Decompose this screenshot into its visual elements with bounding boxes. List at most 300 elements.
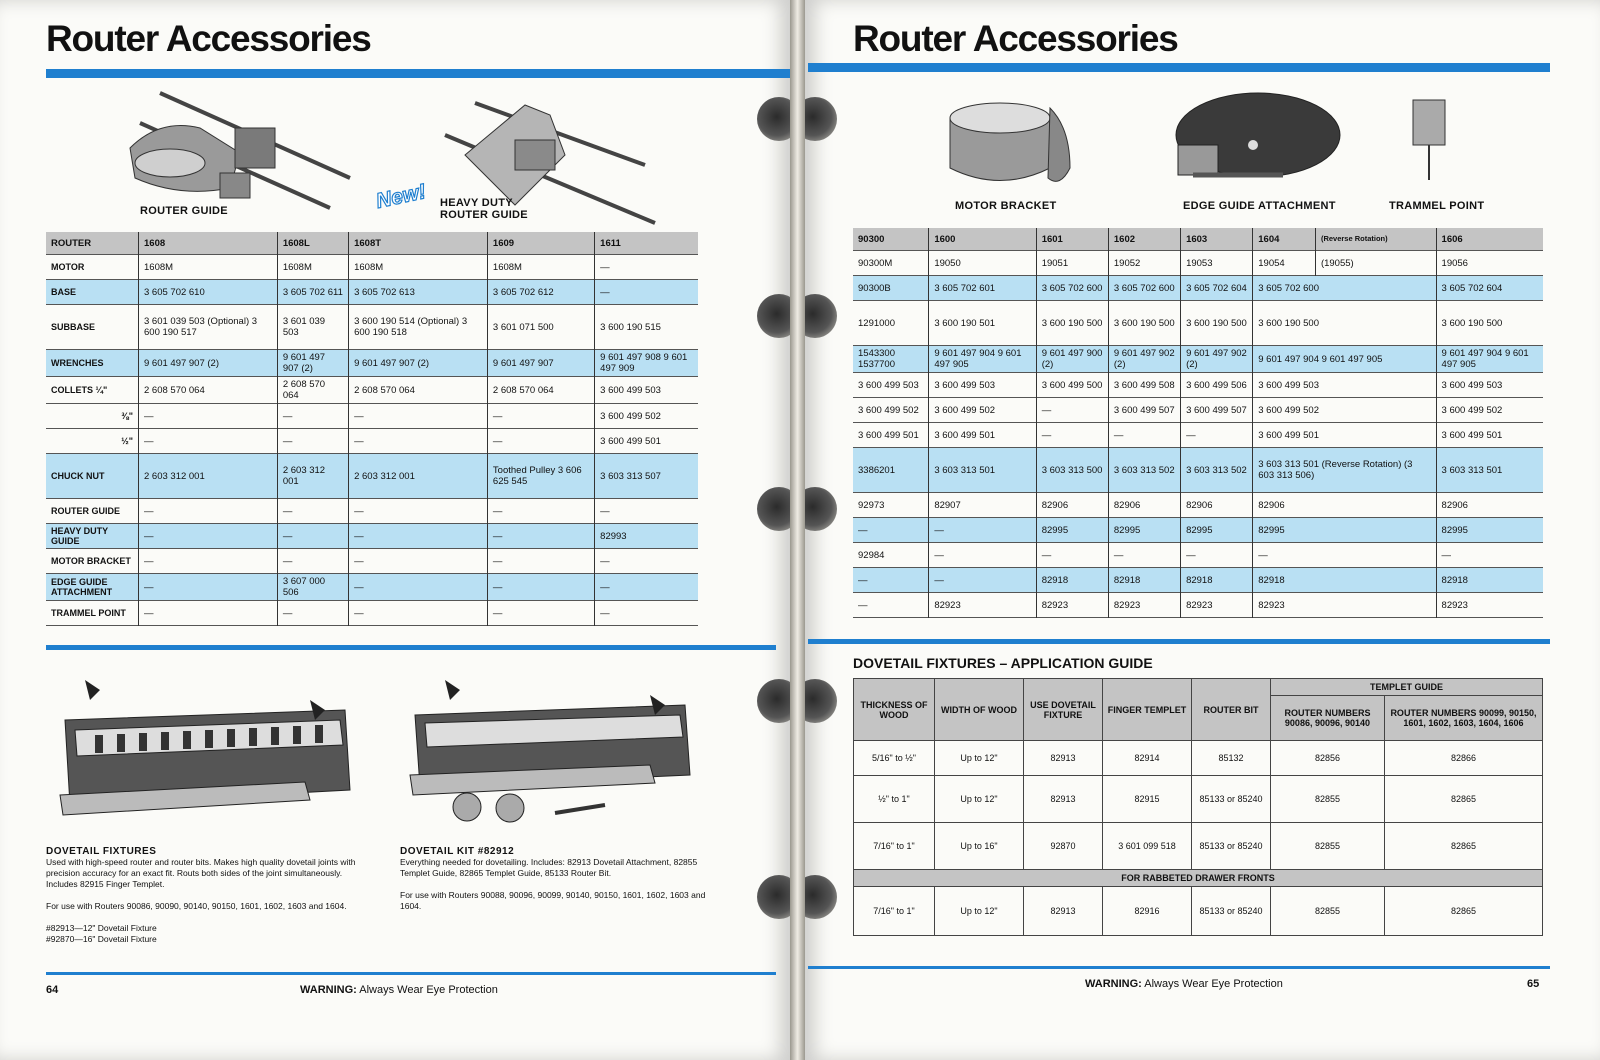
guide-cell: 5/16" to ½" bbox=[854, 741, 935, 776]
row-label: COLLETS ¼" bbox=[46, 377, 139, 404]
row-label: CHUCK NUT bbox=[46, 454, 139, 499]
table-row bbox=[853, 423, 1543, 448]
table-cell: 3 600 499 501 bbox=[1253, 423, 1436, 448]
dovetail-fixtures-note bbox=[46, 846, 356, 945]
table-cell: 82906 bbox=[1253, 493, 1436, 518]
table-cell: — bbox=[929, 543, 1036, 568]
table-header-row bbox=[853, 228, 1543, 251]
column-header: (Reverse Rotation) bbox=[1315, 228, 1436, 251]
table-cell: — bbox=[1441, 549, 1452, 561]
footer-rule-right bbox=[808, 966, 1550, 969]
table-cell: 82995 bbox=[1181, 518, 1253, 543]
table-cell: — bbox=[139, 499, 278, 524]
table-cell: 3 600 499 502 bbox=[1441, 404, 1503, 416]
guide-cell: Up to 12" bbox=[935, 776, 1024, 823]
table-cell: — bbox=[487, 601, 594, 626]
table-row bbox=[853, 346, 1543, 373]
table-cell: 3 607 000 506 bbox=[277, 574, 348, 601]
motor-bracket-caption: MOTOR BRACKET bbox=[955, 200, 1057, 212]
table-cell: 3 603 313 502 bbox=[1108, 448, 1180, 493]
table-cell: — bbox=[487, 404, 594, 429]
table-cell: 82918 bbox=[1181, 568, 1253, 593]
table-row bbox=[46, 404, 698, 429]
table-row bbox=[46, 280, 698, 305]
table-cell: — bbox=[600, 555, 610, 567]
column-header: 1604 bbox=[1253, 228, 1316, 251]
table-cell: — bbox=[853, 568, 929, 593]
warning-label-left: WARNING: bbox=[300, 984, 357, 996]
table-cell: 82995 bbox=[1253, 518, 1436, 543]
row-label: ½" bbox=[46, 429, 139, 454]
guide-row bbox=[854, 776, 1543, 823]
table-cell: 92984 bbox=[853, 543, 929, 568]
guide-cell: 85132 bbox=[1192, 741, 1271, 776]
column-header: 1608 bbox=[139, 232, 278, 255]
dovetail-kit-illustration bbox=[405, 675, 705, 835]
table-cell: — bbox=[277, 499, 348, 524]
table-cell: — bbox=[487, 429, 594, 454]
table-cell: 82995 bbox=[1108, 518, 1180, 543]
column-header: 1601 bbox=[1036, 228, 1108, 251]
table-cell: 3 605 702 600 bbox=[1036, 276, 1108, 301]
dovetail-kit-heading: DOVETAIL KIT #82912 bbox=[400, 846, 515, 857]
guide-cell: 82913 bbox=[1024, 887, 1103, 936]
table-cell: 3 600 499 501 bbox=[929, 423, 1036, 448]
column-header: 1600 bbox=[929, 228, 1036, 251]
guide-row bbox=[854, 887, 1543, 936]
column-header: ROUTER bbox=[46, 232, 139, 255]
table-cell: — bbox=[1036, 398, 1108, 423]
table-cell: 3 600 190 501 bbox=[929, 301, 1036, 346]
table-row bbox=[46, 255, 698, 280]
guide-cell: 7/16" to 1" bbox=[854, 823, 935, 870]
table-row bbox=[46, 574, 698, 601]
guide-cell: 85133 or 85240 bbox=[1192, 776, 1271, 823]
table-cell: — bbox=[1108, 423, 1180, 448]
table-cell: 82993 bbox=[595, 524, 698, 549]
table-cell: — bbox=[349, 574, 488, 601]
table-cell: 82923 bbox=[929, 593, 1036, 618]
table-cell: 2 608 570 064 bbox=[139, 377, 278, 404]
table-cell: — bbox=[277, 429, 348, 454]
row-label: HEAVY DUTY GUIDE bbox=[46, 524, 139, 549]
table-cell: 1608M bbox=[139, 255, 278, 280]
dovetail-guide-heading: DOVETAIL FIXTURES – APPLICATION GUIDE bbox=[853, 655, 1153, 671]
table-cell: 19056 bbox=[1441, 257, 1468, 269]
section-rule bbox=[46, 645, 776, 650]
table-row bbox=[853, 373, 1543, 398]
table-cell: 3 600 190 500 bbox=[1036, 301, 1108, 346]
table-cell: 82906 bbox=[1181, 493, 1253, 518]
table-cell: 19052 bbox=[1108, 251, 1180, 276]
table-cell: — bbox=[929, 518, 1036, 543]
guide-cell: 82866 bbox=[1384, 741, 1542, 776]
table-cell: 2 603 312 001 bbox=[139, 454, 278, 499]
table-cell: 82907 bbox=[929, 493, 1036, 518]
table-cell: 2 603 312 001 bbox=[349, 454, 488, 499]
column-header: 90300 bbox=[853, 228, 929, 251]
rabbet-label-row bbox=[854, 870, 1543, 887]
row-label: TRAMMEL POINT bbox=[46, 601, 139, 626]
row-label: MOTOR bbox=[46, 255, 139, 280]
dovetail-kit-note bbox=[400, 846, 720, 912]
table-cell: 82923 bbox=[1036, 593, 1108, 618]
guide-cell: 85133 or 85240 bbox=[1192, 887, 1271, 936]
table-cell: 3 603 313 507 bbox=[595, 454, 698, 499]
table-cell: 3 600 499 508 bbox=[1108, 373, 1180, 398]
guide-cell: 82855 bbox=[1271, 776, 1385, 823]
table-cell: 82918 bbox=[1436, 568, 1543, 593]
table-cell: 3 600 499 507 bbox=[1181, 398, 1253, 423]
guide-cell: Up to 16" bbox=[935, 823, 1024, 870]
table-cell: 3 600 499 500 bbox=[1036, 373, 1108, 398]
table-cell: 82995 bbox=[1036, 518, 1108, 543]
col-templet: TEMPLET GUIDE bbox=[1271, 679, 1543, 696]
table-cell: 82923 bbox=[1253, 593, 1436, 618]
table-cell: 82918 bbox=[1036, 568, 1108, 593]
binding-gutter bbox=[790, 0, 805, 1060]
table-cell: — bbox=[139, 601, 278, 626]
table-cell: — bbox=[349, 499, 488, 524]
row-label: BASE bbox=[46, 280, 139, 305]
trammel-point-caption: TRAMMEL POINT bbox=[1389, 200, 1485, 212]
table-cell: — bbox=[349, 601, 488, 626]
dovetail-kit-desc: Everything needed for dovetailing. Includes: 82913 Dovetail Attachment, 82855 Templet Guide, 82865 Templet Guide, 85133 Router Bit. bbox=[400, 857, 698, 878]
table-cell: 3 603 313 500 bbox=[1036, 448, 1108, 493]
table-cell: 90300B bbox=[853, 276, 929, 301]
table-row bbox=[46, 549, 698, 574]
rabbet-label: FOR RABBETED DRAWER FRONTS bbox=[854, 870, 1543, 887]
binder-hole bbox=[757, 97, 790, 141]
table-cell: — bbox=[1253, 543, 1436, 568]
dovetail-kit-compat: For use with Routers 90088, 90096, 90099, 90140, 90150, 1601, 1602, 1603 and 1604. bbox=[400, 890, 706, 911]
dovetail-fixtures-heading: DOVETAIL FIXTURES bbox=[46, 846, 157, 857]
table-cell: — bbox=[595, 574, 698, 601]
warning-text-right: Always Wear Eye Protection bbox=[1144, 978, 1283, 990]
table-cell: 82923 bbox=[1108, 593, 1180, 618]
col-bit: ROUTER BIT bbox=[1192, 679, 1271, 741]
table-cell: 3 601 071 500 bbox=[487, 305, 594, 350]
table-cell: — bbox=[277, 601, 348, 626]
page-number-left: 64 bbox=[46, 984, 59, 996]
table-cell: — bbox=[600, 261, 610, 273]
guide-cell: 82855 bbox=[1271, 887, 1385, 936]
table-cell: 82995 bbox=[1436, 518, 1543, 543]
guide-cell: Up to 12" bbox=[935, 887, 1024, 936]
table-cell: 9 601 497 902 (2) bbox=[1108, 346, 1180, 373]
warning-left bbox=[300, 984, 498, 996]
binder-hole bbox=[757, 875, 790, 919]
table-row bbox=[853, 301, 1543, 346]
table-cell: 19050 bbox=[929, 251, 1036, 276]
title-rule bbox=[808, 63, 1550, 72]
table-cell: — bbox=[487, 524, 594, 549]
trammel-point-illustration bbox=[1405, 95, 1455, 185]
table-cell: — bbox=[1108, 543, 1180, 568]
table-cell: 2 608 570 064 bbox=[277, 377, 348, 404]
table-cell: — bbox=[853, 593, 929, 618]
table-row bbox=[853, 276, 1543, 301]
table-cell: 2 603 312 001 bbox=[277, 454, 348, 499]
table-row bbox=[853, 448, 1543, 493]
page-title-left: Router Accessories bbox=[46, 18, 371, 59]
table-cell: 9 601 497 907 bbox=[487, 350, 594, 377]
row-label: WRENCHES bbox=[46, 350, 139, 377]
table-cell: 3 600 499 502 bbox=[853, 398, 929, 423]
table-cell: 82923 bbox=[1181, 593, 1253, 618]
dovetail-fixture-16: #92870—16" Dovetail Fixture bbox=[46, 934, 157, 944]
guide-cell: 82855 bbox=[1271, 823, 1385, 870]
table-cell: 9 601 497 907 (2) bbox=[139, 350, 278, 377]
table-cell: 3 600 190 514 (Optional) 3 600 190 518 bbox=[349, 305, 488, 350]
table-cell: 19054 bbox=[1253, 251, 1316, 276]
table-cell: 3 600 499 503 bbox=[1441, 379, 1503, 391]
table-cell: 3 600 499 501 bbox=[600, 435, 661, 447]
table-cell: — bbox=[1036, 423, 1108, 448]
table-cell: 9 601 497 902 (2) bbox=[1181, 346, 1253, 373]
table-cell: 2 608 570 064 bbox=[487, 377, 594, 404]
table-cell: — bbox=[853, 518, 929, 543]
table-cell: 3 603 313 501 bbox=[929, 448, 1036, 493]
column-header: 1608L bbox=[277, 232, 348, 255]
row-label: SUBBASE bbox=[46, 305, 139, 350]
guide-cell: 82865 bbox=[1384, 823, 1542, 870]
section-rule bbox=[808, 639, 1550, 644]
table-cell: — bbox=[139, 429, 278, 454]
table-cell: 3 605 702 604 bbox=[1436, 276, 1543, 301]
table-cell: 3 603 313 501 (Reverse Rotation) (3 603 313 506) bbox=[1253, 448, 1436, 493]
table-cell: — bbox=[349, 429, 488, 454]
table-cell: 82906 bbox=[1441, 499, 1468, 511]
table-cell: 3 600 499 502 bbox=[1253, 398, 1436, 423]
guide-cell: 82865 bbox=[1384, 776, 1542, 823]
guide-cell: 82913 bbox=[1024, 776, 1103, 823]
guide-cell: 82856 bbox=[1271, 741, 1385, 776]
table-cell: 3 600 190 500 bbox=[1253, 301, 1436, 346]
col-width: WIDTH OF WOOD bbox=[935, 679, 1024, 741]
binder-hole bbox=[805, 294, 837, 338]
table-cell: 82906 bbox=[1036, 493, 1108, 518]
page-title-right: Router Accessories bbox=[853, 18, 1178, 59]
table-cell: 2 608 570 064 bbox=[349, 377, 488, 404]
table-cell: 3 600 190 500 bbox=[1108, 301, 1180, 346]
guide-cell: 92870 bbox=[1024, 823, 1103, 870]
table-cell: 9 601 497 907 (2) bbox=[349, 350, 488, 377]
dovetail-fixtures-compat: For use with Routers 90086, 90090, 90140, 90150, 1601, 1602, 1603 and 1604. bbox=[46, 901, 347, 911]
table-header-row bbox=[46, 232, 698, 255]
guide-cell: 82865 bbox=[1384, 887, 1542, 936]
binder-hole bbox=[805, 97, 837, 141]
table-cell: 9 601 497 908 9 601 497 909 bbox=[595, 350, 698, 377]
table-cell: — bbox=[1036, 543, 1108, 568]
table-cell: 3 605 702 600 bbox=[1253, 276, 1436, 301]
column-header: 1606 bbox=[1436, 228, 1543, 251]
table-cell: (19055) bbox=[1315, 251, 1436, 276]
table-cell: — bbox=[600, 607, 610, 619]
guide-cell: Up to 12" bbox=[935, 741, 1024, 776]
table-cell: 9 601 497 900 (2) bbox=[1036, 346, 1108, 373]
table-row bbox=[853, 493, 1543, 518]
heavy-duty-guide-caption: HEAVY DUTY ROUTER GUIDE bbox=[440, 197, 528, 221]
table-row bbox=[853, 543, 1543, 568]
table-cell: — bbox=[487, 499, 594, 524]
guide-cell: 85133 or 85240 bbox=[1192, 823, 1271, 870]
table-cell: 3 600 499 501 bbox=[853, 423, 929, 448]
table-cell: 3 600 190 500 bbox=[1441, 317, 1503, 329]
table-cell: 9 601 497 904 9 601 497 905 bbox=[929, 346, 1036, 373]
table-row bbox=[46, 350, 698, 377]
binder-hole bbox=[757, 679, 790, 723]
col-router-numbers-1: ROUTER NUMBERS 90086, 90096, 90140 bbox=[1271, 696, 1385, 741]
table-cell: 19053 bbox=[1181, 251, 1253, 276]
table-cell: 3 605 702 601 bbox=[929, 276, 1036, 301]
table-cell: 9 601 497 904 9 601 497 905 bbox=[1253, 346, 1436, 373]
dovetail-fixtures-desc: Used with high-speed router and router bits. Makes high quality dovetail joints with precision accuracy for an exact fit. Routs both sides of the joint simultaneously. Includes 82915 Finger Templet. bbox=[46, 857, 356, 889]
table-cell: — bbox=[277, 404, 348, 429]
table-cell: — bbox=[349, 524, 488, 549]
row-label: MOTOR BRACKET bbox=[46, 549, 139, 574]
table-cell: — bbox=[277, 549, 348, 574]
table-cell: — bbox=[487, 574, 594, 601]
table-cell: 3386201 bbox=[853, 448, 929, 493]
dovetail-fixture-12: #82913—12" Dovetail Fixture bbox=[46, 923, 157, 933]
table-cell: 82923 bbox=[1441, 599, 1468, 611]
table-cell: 3 605 702 610 bbox=[139, 280, 278, 305]
table-cell: — bbox=[349, 549, 488, 574]
table-cell: 3 601 039 503 (Optional) 3 600 190 517 bbox=[139, 305, 278, 350]
dovetail-fixture-illustration bbox=[55, 670, 355, 835]
table-row bbox=[853, 518, 1543, 543]
table-cell: 3 600 499 503 bbox=[600, 384, 661, 396]
table-cell: 1291000 bbox=[853, 301, 929, 346]
table-cell: 3 605 702 613 bbox=[349, 280, 488, 305]
table-cell: 1608M bbox=[277, 255, 348, 280]
binder-hole bbox=[805, 487, 837, 531]
table-cell: 3 600 499 503 bbox=[1253, 373, 1436, 398]
row-label: EDGE GUIDE ATTACHMENT bbox=[46, 574, 139, 601]
table-cell: 3 600 190 515 bbox=[600, 321, 661, 333]
table-cell: 3 600 499 506 bbox=[1181, 373, 1253, 398]
column-header: 1602 bbox=[1108, 228, 1180, 251]
table-cell: — bbox=[349, 404, 488, 429]
table-cell: — bbox=[139, 574, 278, 601]
column-header: 1611 bbox=[595, 232, 698, 255]
page-number-right: 65 bbox=[1527, 978, 1540, 990]
table-cell: 90300M bbox=[853, 251, 929, 276]
row-label: ⅜" bbox=[46, 404, 139, 429]
footer-rule-left bbox=[46, 972, 776, 975]
warning-text-left: Always Wear Eye Protection bbox=[359, 984, 498, 996]
table-cell: 82918 bbox=[1253, 568, 1436, 593]
table-cell: 3 600 499 502 bbox=[929, 398, 1036, 423]
table-cell: 3 605 702 611 bbox=[277, 280, 348, 305]
table-row bbox=[853, 593, 1543, 618]
table-cell: — bbox=[929, 568, 1036, 593]
table-cell: 9 601 497 904 9 601 497 905 bbox=[1436, 346, 1543, 373]
guide-row bbox=[854, 741, 1543, 776]
col-thickness: THICKNESS OF WOOD bbox=[854, 679, 935, 741]
table-row bbox=[46, 429, 698, 454]
router-guide-caption: ROUTER GUIDE bbox=[140, 205, 228, 217]
table-row bbox=[46, 601, 698, 626]
warning-right bbox=[1085, 978, 1283, 990]
col-fixture: USE DOVETAIL FIXTURE bbox=[1024, 679, 1103, 741]
table-cell: 3 603 313 502 bbox=[1181, 448, 1253, 493]
table-cell: 3 600 499 503 bbox=[853, 373, 929, 398]
guide-cell: 82913 bbox=[1024, 741, 1103, 776]
table-cell: — bbox=[1181, 423, 1253, 448]
guide-row bbox=[854, 823, 1543, 870]
binder-hole bbox=[805, 875, 837, 919]
table-cell: 3 605 702 612 bbox=[487, 280, 594, 305]
edge-guide-illustration bbox=[1163, 90, 1343, 195]
table-row bbox=[46, 454, 698, 499]
table-row bbox=[853, 251, 1543, 276]
binder-hole bbox=[757, 487, 790, 531]
table-cell: 3 601 039 503 bbox=[277, 305, 348, 350]
column-header: 1603 bbox=[1181, 228, 1253, 251]
title-rule bbox=[46, 69, 790, 78]
guide-cell: 82916 bbox=[1103, 887, 1192, 936]
table-cell: 92973 bbox=[853, 493, 929, 518]
table-row bbox=[46, 499, 698, 524]
table-cell: 3 600 499 507 bbox=[1108, 398, 1180, 423]
guide-cell: 3 601 099 518 bbox=[1103, 823, 1192, 870]
table-cell: 82906 bbox=[1108, 493, 1180, 518]
table-cell: 3 600 499 502 bbox=[600, 410, 661, 422]
table-cell: 3 600 190 500 bbox=[1181, 301, 1253, 346]
dovetail-application-table bbox=[853, 678, 1543, 936]
table-cell: 3 605 702 604 bbox=[1181, 276, 1253, 301]
new-badge: New! bbox=[374, 180, 428, 213]
guide-cell: 7/16" to 1" bbox=[854, 887, 935, 936]
table-row bbox=[853, 568, 1543, 593]
table-cell: — bbox=[139, 549, 278, 574]
table-cell: 3 603 313 501 bbox=[1436, 448, 1543, 493]
table-row bbox=[46, 524, 698, 549]
edge-guide-caption: EDGE GUIDE ATTACHMENT bbox=[1183, 200, 1336, 212]
right-page bbox=[805, 0, 1600, 1060]
column-header: 1608T bbox=[349, 232, 488, 255]
table-row bbox=[853, 398, 1543, 423]
table-cell: 1543300 1537700 bbox=[853, 346, 929, 373]
table-row bbox=[46, 377, 698, 404]
table-cell: 9 601 497 907 (2) bbox=[277, 350, 348, 377]
guide-cell: ½" to 1" bbox=[854, 776, 935, 823]
col-finger: FINGER TEMPLET bbox=[1103, 679, 1192, 741]
left-page bbox=[0, 0, 790, 1060]
table-cell: 3 600 499 501 bbox=[1441, 429, 1503, 441]
table-cell: — bbox=[487, 549, 594, 574]
table-cell: 3 600 499 503 bbox=[929, 373, 1036, 398]
binder-hole bbox=[757, 294, 790, 338]
table-row bbox=[46, 305, 698, 350]
table-cell: Toothed Pulley 3 606 625 545 bbox=[487, 454, 594, 499]
right-spec-table bbox=[853, 228, 1543, 618]
table-cell: — bbox=[139, 404, 278, 429]
left-spec-table bbox=[46, 232, 698, 626]
table-cell: 3 605 702 600 bbox=[1108, 276, 1180, 301]
table-cell: — bbox=[1181, 543, 1253, 568]
table-cell: 1608M bbox=[487, 255, 594, 280]
warning-label-right: WARNING: bbox=[1085, 978, 1142, 990]
table-cell: — bbox=[277, 524, 348, 549]
router-guide-illustration bbox=[120, 88, 370, 213]
table-cell: — bbox=[139, 524, 278, 549]
row-label: ROUTER GUIDE bbox=[46, 499, 139, 524]
table-cell: — bbox=[600, 505, 610, 517]
motor-bracket-illustration bbox=[930, 88, 1080, 198]
